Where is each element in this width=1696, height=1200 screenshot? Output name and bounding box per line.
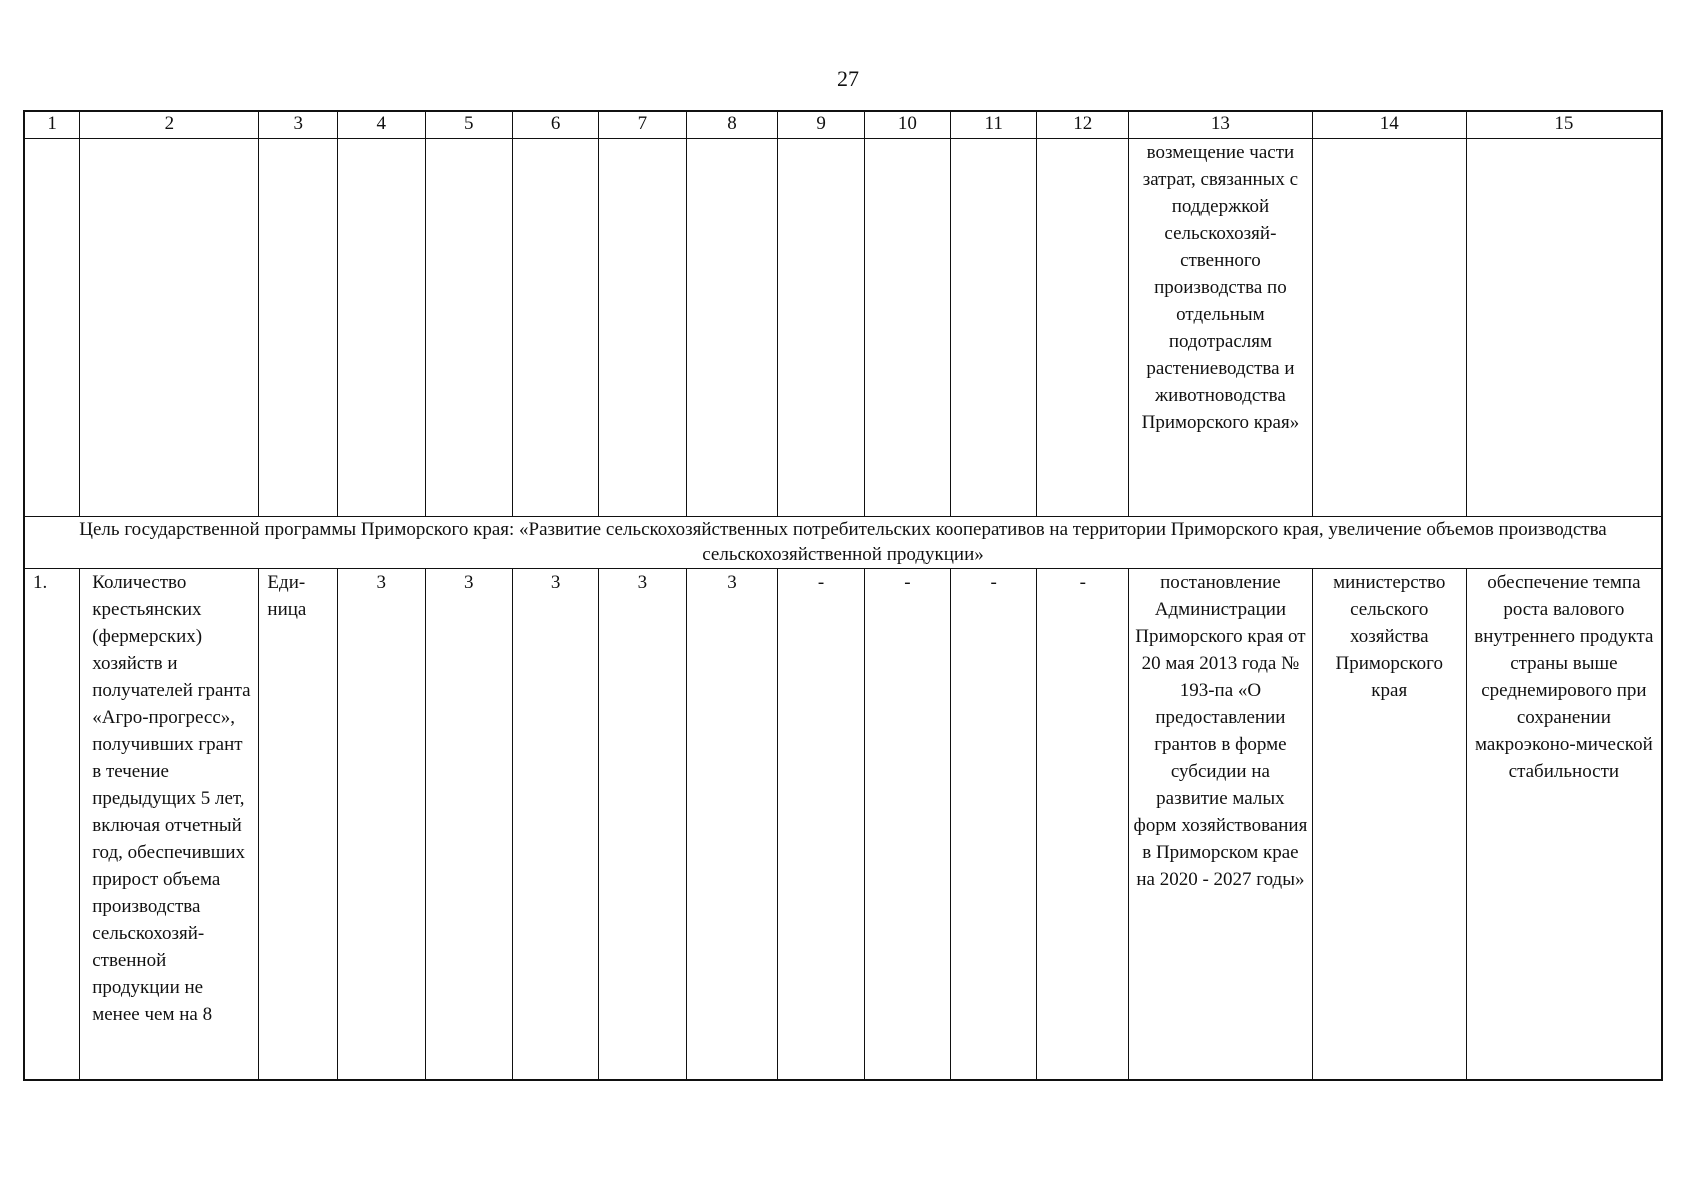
indicator-name: Количество крестьянских (фермерских) хозяйств и получателей гранта «Агро-прогресс», получивших грант в течение предыдущих 5 лет, включая отчетный год, обеспечивших прирост объема производства сельскохозяй-ственной продукции не менее чем на 8	[80, 569, 259, 1081]
unit-of-measure: Еди-ница	[259, 569, 338, 1081]
empty-cell	[864, 139, 950, 517]
program-goal: Цель государственной программы Приморского края: «Развитие сельскохозяйственных потребительских кооперативов на территории Приморского края, увеличение объемов производства сельскохозяйственной продукции»	[24, 517, 1662, 569]
value-cell: 3	[686, 569, 778, 1081]
empty-cell	[259, 139, 338, 517]
empty-cell	[1312, 139, 1466, 517]
empty-cell	[425, 139, 512, 517]
header-cell: 13	[1129, 111, 1313, 139]
empty-cell	[599, 139, 686, 517]
empty-cell	[951, 139, 1037, 517]
header-cell: 2	[80, 111, 259, 139]
empty-cell	[778, 139, 864, 517]
value-cell: -	[951, 569, 1037, 1081]
empty-cell	[338, 139, 425, 517]
header-cell: 3	[259, 111, 338, 139]
header-cell: 1	[24, 111, 80, 139]
national-goal-cell: обеспечение темпа роста валового внутреннего продукта страны выше среднемирового при сохранении макроэконо-мической стабильности	[1466, 569, 1662, 1081]
empty-cell	[24, 139, 80, 517]
header-cell: 5	[425, 111, 512, 139]
value-cell: -	[1037, 569, 1129, 1081]
legal-basis-cell: постановление Администрации Приморского края от 20 мая 2013 года № 193-па «О предоставлении грантов в форме субсидии на развитие малых форм хозяйствования в Приморском крае на 2020 - 2027 годы»	[1129, 569, 1313, 1081]
header-cell: 12	[1037, 111, 1129, 139]
goal-row	[24, 517, 1662, 569]
continuation-basis-cell: возмещение части затрат, связанных с поддержкой сельскохозяй-ственного производства по отдельным подотраслям растениеводства и животноводства Приморского края»	[1129, 139, 1313, 517]
indicators-table	[23, 110, 1663, 1081]
continuation-row	[24, 139, 1662, 517]
header-cell: 15	[1466, 111, 1662, 139]
value-cell: 3	[599, 569, 686, 1081]
header-cell: 14	[1312, 111, 1466, 139]
header-cell: 7	[599, 111, 686, 139]
empty-cell	[512, 139, 598, 517]
empty-cell	[686, 139, 778, 517]
value-cell: -	[778, 569, 864, 1081]
header-row	[24, 111, 1662, 139]
value-cell: 3	[512, 569, 598, 1081]
header-cell: 9	[778, 111, 864, 139]
responsible-executor-cell: министерство сельского хозяйства Приморского края	[1312, 569, 1466, 1081]
value-cell: 3	[425, 569, 512, 1081]
header-cell: 11	[951, 111, 1037, 139]
header-cell: 4	[338, 111, 425, 139]
value-cell: 3	[338, 569, 425, 1081]
value-cell: -	[864, 569, 950, 1081]
page-number: 27	[837, 66, 859, 91]
indicator-row	[24, 569, 1662, 1081]
row-number: 1.	[24, 569, 80, 1081]
header-cell: 6	[512, 111, 598, 139]
empty-cell	[80, 139, 259, 517]
empty-cell	[1037, 139, 1129, 517]
header-cell: 10	[864, 111, 950, 139]
empty-cell	[1466, 139, 1662, 517]
header-cell: 8	[686, 111, 778, 139]
